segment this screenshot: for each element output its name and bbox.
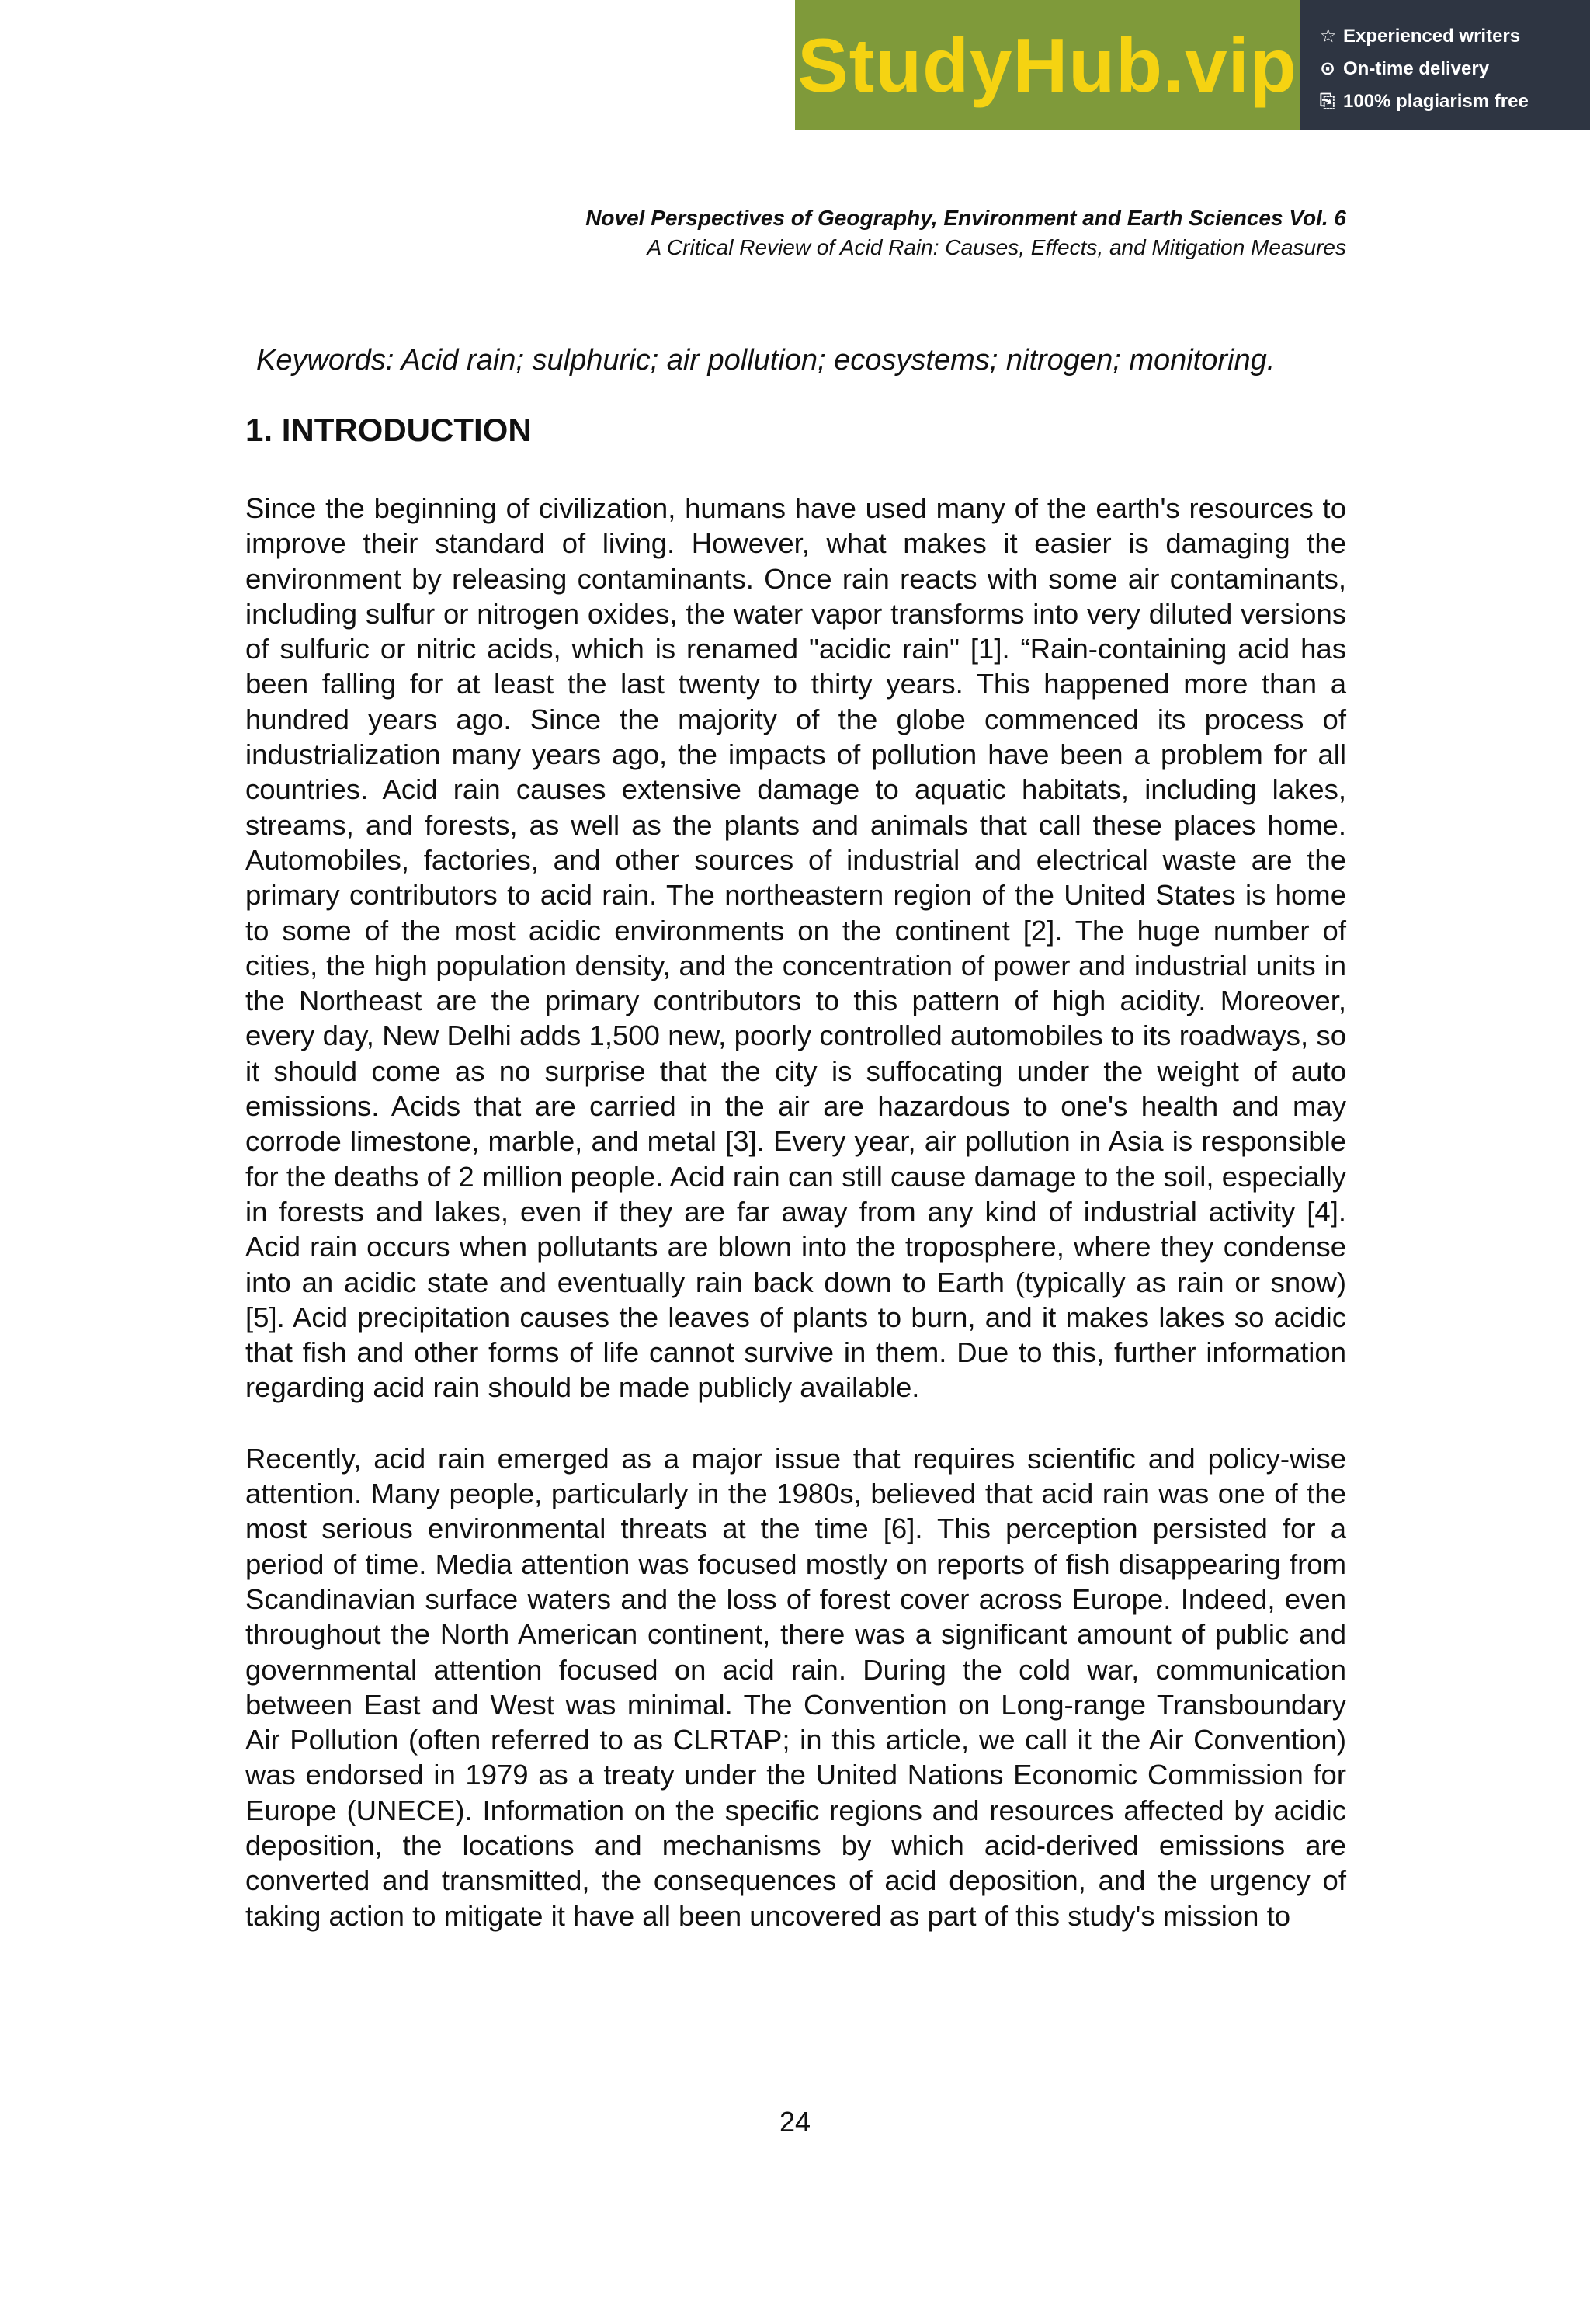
page-number: 24 [779, 2106, 811, 2138]
feature-label: 100% plagiarism free [1343, 91, 1529, 112]
paragraph-2: Recently, acid rain emerged as a major issue that requires scientific and policy-wise attention. Many people, particularly in the 1980s, believed that acid rain was one of the most serious environmental threats at the time [6]. This perception persisted for a period of time. Media attention was focused mostly on reports of fish disappearing from Scandinavian surface waters and the loss of forest cover across Europe. Indeed, even throughout the North American continent, there was a significant amount of public and governmental attention focused on acid rain. During the cold war, communication between East and West was minimal. The Convention on Long-range Transboundary Air Pollution (often referred to as CLRTAP; in this article, we call it the Air Convention) was endorsed in 1979 as a treaty under the United Nations Economic Commission for Europe (UNECE). Information on the specific regions and resources affected by acidic deposition, the locations and mechanisms by which acid-derived emissions are converted and transmitted, the consequences of acid deposition, and the urgency of taking action to mitigate it have all been uncovered as part of this study's mission to [245, 1442, 1346, 1932]
feature-on-time-delivery [1320, 53, 1590, 85]
body-text [245, 491, 1346, 1969]
clock-icon: ⊙ [1320, 58, 1336, 79]
feature-label: On-time delivery [1343, 58, 1490, 79]
paragraph-1: Since the beginning of civilization, humans have used many of the earth's resources to improve their standard of living. However, what makes it easier is damaging the environment by releasing contaminants. Once rain reacts with some air contaminants, including sulfur or nitrogen oxides, the water vapor transforms into very diluted versions of sulfuric or nitric acids, which is renamed "acidic rain" [1]. “Rain-containing acid has been falling for at least the last twenty to thirty years. This happened more than a hundred years ago. Since the majority of the globe commenced its process of industrialization many years ago, the impacts of pollution have been a problem for all countries. Acid rain causes extensive damage to aquatic habitats, including lakes, streams, and forests, as well as the plants and animals that call these places home. Automobiles, factories, and other sources of industrial and electrical waste are the primary contributors to acid rain. The northeastern region of the United States is home to some of the most acidic environments on the continent [2]. The huge number of cities, the high population density, and the concentration of power and industrial units in the Northeast are the primary contributors to this pattern of high acidity. Moreover, every day, New Delhi adds 1,500 new, poorly controlled automobiles to its roadways, so it should come as no surprise that the city is suffocating under the weight of auto emissions. Acids that are carried in the air are hazardous to one's health and may corrode limestone, marble, and metal [3]. Every year, air pollution in Asia is responsible for the deaths of 2 million people. Acid rain can still cause damage to the soil, especially in forests and lakes, even if they are far away from any kind of industrial activity [4]. Acid rain occurs when pollutants are blown into the troposphere, where they condense into an acidic state and eventually rain back down to Earth (typically as rain or snow) [5]. Acid precipitation causes the leaves of plants to burn, and it makes lakes so acidic that fish and other forms of life cannot survive in them. Due to this, further information regarding acid rain should be made publicly available. [245, 492, 1346, 1404]
section-heading: 1. INTRODUCTION [245, 412, 532, 448]
studyhub-logo: StudyHub.vip [797, 22, 1297, 108]
running-header [585, 203, 1346, 262]
keywords-line: Keywords: Acid rain; sulphuric; air pollution; ecosystems; nitrogen; monitoring. [256, 344, 1276, 377]
journal-title: Novel Perspectives of Geography, Environment and Earth Sciences Vol. 6 [585, 206, 1346, 230]
star-icon: ☆ [1320, 26, 1337, 47]
chapter-title: A Critical Review of Acid Rain: Causes, Effects, and Mitigation Measures [647, 235, 1346, 259]
studyhub-banner[interactable] [795, 0, 1590, 130]
feature-label: Experienced writers [1343, 26, 1521, 47]
feature-experienced-writers [1320, 20, 1590, 53]
feature-plagiarism-free [1320, 85, 1590, 118]
banner-features [1300, 0, 1590, 130]
copy-icon: ⎘ [1320, 91, 1335, 112]
banner-logo-panel [795, 0, 1300, 130]
